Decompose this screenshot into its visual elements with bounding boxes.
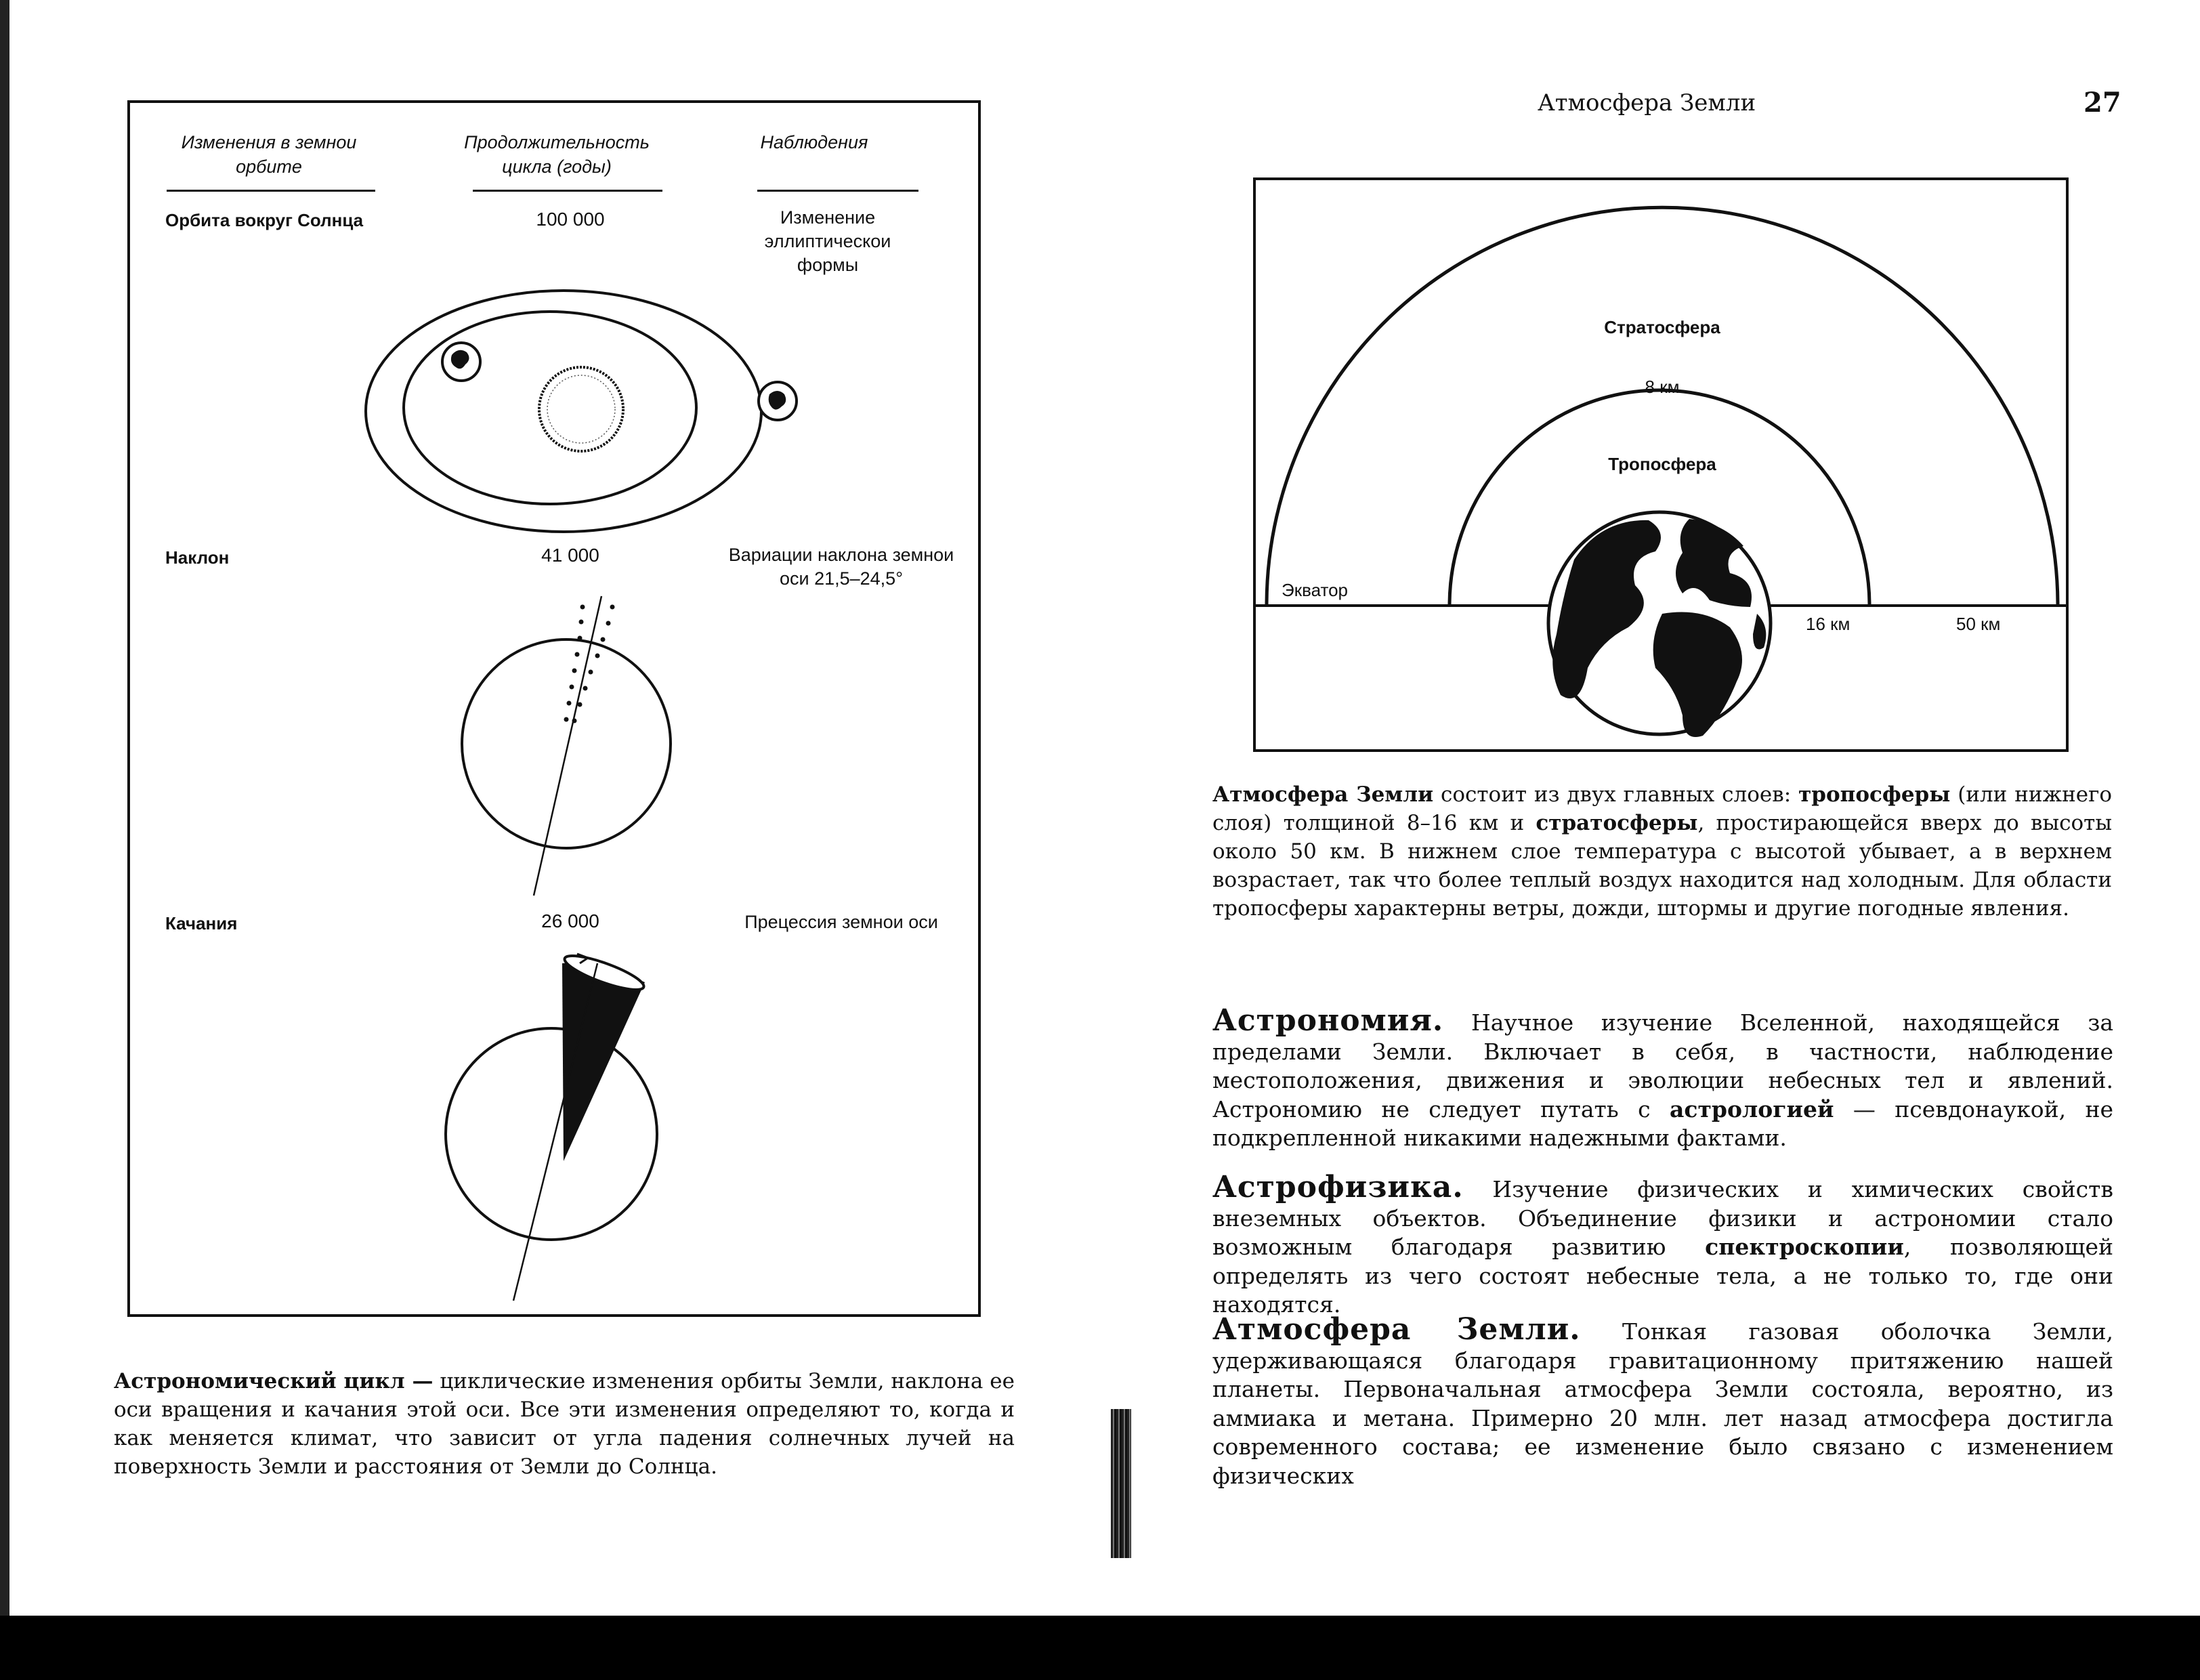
entry-text: Научное изучение Вселенной, находящейся за пределами Земли. Включает в себя, в частности, наблюдение местоположения, движения и эволюции небесных тел и явлений. Астрономию не следует путать с xyxy=(1212,1009,2113,1122)
orbit-diagram xyxy=(366,291,797,532)
caption-term: Атмосфера Земли xyxy=(1212,782,1434,807)
book-gutter xyxy=(1111,1409,1131,1558)
cycle-diagrams xyxy=(130,103,978,1314)
header-orbit-changes: Изменения в земнои орбите xyxy=(181,132,357,177)
header-observations: Наблюдения xyxy=(760,132,868,152)
row-observation-precession: Прецессия земнои оси xyxy=(744,912,938,932)
km16-label: 16 км xyxy=(1806,614,1850,634)
caption-text: циклические изменения орбиты Земли, наклона ее оси вращения и качания этой оси. Все эти изменения определяют то, когда и как меняется климат, что зависит от угла падения солнечных лучей на поверхность Земли и расстояния от Земли до Солнца. xyxy=(114,1369,1015,1479)
row-years-tilt: 41 000 xyxy=(541,545,599,566)
entry-term: Атмосфера Земли. xyxy=(1212,1312,1581,1347)
caption-text: (или нижнего слоя) толщиной 8–16 км и xyxy=(1212,782,2112,835)
caption-text: состоит из двух главных слоев: xyxy=(1433,782,1799,807)
entry-term: Астрономия. xyxy=(1212,1003,1444,1038)
strat-thickness-label: 8 км xyxy=(1645,377,1680,397)
atmosphere-caption xyxy=(1212,780,2112,923)
equator-label: Экватор xyxy=(1282,580,1349,600)
caption-bold-term: стратосферы xyxy=(1536,811,1698,835)
entry-text: Тонкая газовая оболочка Земли, удерживающаяся благодаря гравитационному притяжению нашей планеты. Первоначальная атмосфера Земли состояла, вероятно, из аммиака и метана. Примерно 20 млн. лет назад атмосфера достигла современного состава; ее изменение было связано с изменением физических xyxy=(1212,1318,2114,1489)
entry-earth-atmosphere xyxy=(1212,1312,2114,1490)
row-years-precession: 26 000 xyxy=(541,910,599,931)
entry-astrophysics xyxy=(1212,1170,2113,1320)
astronomical-cycle-figure xyxy=(127,100,981,1317)
row-observation-orbit: Изменение эллиптическои формы xyxy=(764,207,891,275)
astronomical-cycle-caption xyxy=(114,1367,1015,1481)
entry-astronomy xyxy=(1212,1003,2113,1153)
row-label-precession: Качания xyxy=(165,913,238,933)
running-header: Атмосфера Земли xyxy=(1538,89,1756,117)
troposphere-label: Тропосфера xyxy=(1608,454,1716,474)
row-years-orbit: 100 000 xyxy=(536,209,605,230)
header-cycle-duration: Продолжительность цикла (годы) xyxy=(464,132,650,177)
scan-bottom-edge xyxy=(0,1616,2200,1680)
entry-bold-term: спектроскопии xyxy=(1705,1234,1904,1260)
km50-label: 50 км xyxy=(1956,614,2001,634)
caption-bold-term: тропосферы xyxy=(1798,782,1951,807)
tilt-diagram xyxy=(462,596,671,896)
row-label-orbit: Орбита вокруг Солнца xyxy=(165,210,364,230)
entry-text: , позволяющей определять из чего состоят небесные тела, а не только то, где они находятся. xyxy=(1212,1234,2113,1318)
entry-text: Изучение физических и химических свойств внеземных объектов. Объединение физики и астрономии стало возможным благодаря развитию xyxy=(1212,1176,2113,1260)
row-label-tilt: Наклон xyxy=(165,547,230,568)
atmosphere-figure xyxy=(1253,177,2069,752)
entry-term: Астрофизика. xyxy=(1212,1170,1464,1204)
entry-bold-term: астрологией xyxy=(1670,1095,1834,1122)
entry-text: — псевдонаукой, не подкрепленной никакими надежными фактами. xyxy=(1212,1095,2113,1151)
stratosphere-label: Стратосфера xyxy=(1604,317,1720,337)
left-page-edge xyxy=(0,0,9,1616)
row-observation-tilt: Вариации наклона земнои оси 21,5–24,5° xyxy=(728,545,954,589)
caption-term: Астрономический цикл — xyxy=(114,1369,433,1393)
page-number: 27 xyxy=(2083,87,2121,119)
earth-globe-icon xyxy=(1548,512,1771,737)
caption-text: , простирающейся вверх до высоты около 50 км. В нижнем слое температура с высотой убывает, а в верхнем возрастает, так что более теплый воздух находится над холодным. Для области тропосферы характерны ветры, дожди, штормы и другие погодные явления. xyxy=(1212,811,2112,921)
precession-diagram xyxy=(446,950,657,1301)
